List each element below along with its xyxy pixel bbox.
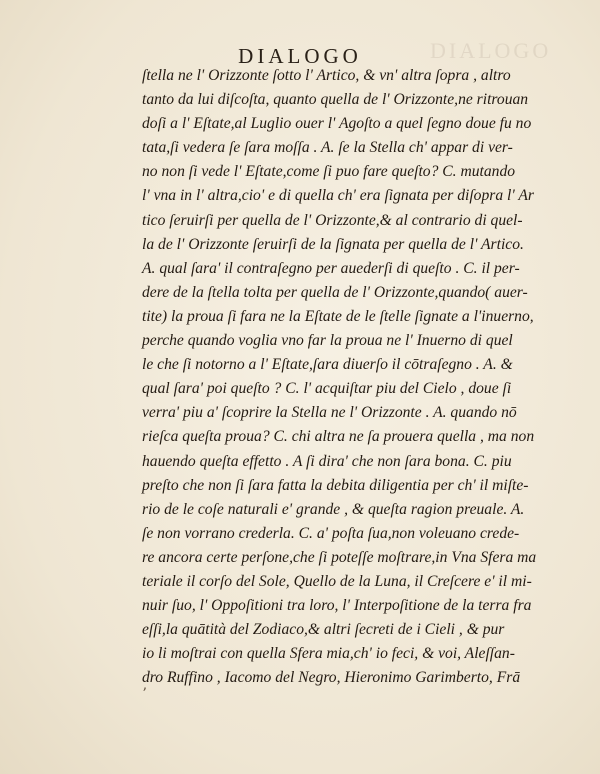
text-line: dere de la ſtella tolta per quella de l' Orizzonte,quando( auer- <box>142 283 528 301</box>
text-line: ſtella ne l' Orizzonte ſotto l' Artico, & vn' altra ſopra , altro <box>142 67 511 84</box>
text-line: preſto che non ſi ſara fatta la debita diligentia per ch' il miſte- <box>142 476 529 494</box>
text-line: le che ſi notorno a l' Eſtate,ſara diuerſo il cōtraſegno . A. & <box>142 356 513 374</box>
text-line: hauendo queſta effetto . A ſi dira' che non ſara bona. C. piu <box>142 452 512 470</box>
text-line: rieſca queſta proua? C. chi altra ne ſa prouera quella , ma non <box>142 428 535 446</box>
text-line: qual ſara' poi queſto ? C. l' acquiſtar piu del Cielo , doue ſi <box>142 380 512 398</box>
margin-mark: ʼ <box>142 686 147 702</box>
bleed-through-text: DIALOGO <box>430 38 552 63</box>
page-heading: DIALOGO <box>238 44 362 68</box>
text-line: no non ſi vede l' Eſtate,come ſi puo fare queſto? C. mutando <box>142 163 516 181</box>
text-line: A. qual ſara' il contraſegno per auederſi di queſto . C. il per- <box>142 259 520 277</box>
text-line: tata,ſi vedera ſe ſara moſſa . A. ſe la Stella ch' appar di ver- <box>142 139 513 157</box>
text-line: ſe non vorrano crederla. C. a' poſta ſua,non voleuano crede- <box>142 524 520 542</box>
text-line: eſſi,la quātità del Zodiaco,& altri ſecreti de i Cieli , & pur <box>142 621 505 639</box>
text-line: verra' piu a' ſcoprire la Stella ne l' Orizzonte . A. quando nō <box>142 404 517 422</box>
text-line: tanto da lui diſcoſta, quanto quella de l' Orizzonte,ne ritrouan <box>142 91 529 109</box>
text-line: la de l' Orizzonte ſeruirſi de la ſignata per quella de l' Artico. <box>142 235 524 253</box>
text-line: teriale il corſo del Sole, Quello de la Luna, il Creſcere e' il mi- <box>142 572 532 590</box>
text-line: tico ſeruirſi per quella de l' Orizzonte,& al contrario di quel- <box>142 211 523 229</box>
text-line: doſi a l' Eſtate,al Luglio ouer l' Agoſto a quel ſegno doue fu no <box>142 115 532 133</box>
body-text <box>142 64 550 690</box>
text-line: l' vna in l' altra,cio' e di quella ch' era ſignata per diſopra l' Ar <box>142 187 534 205</box>
text-line: re ancora certe perſone,che ſi poteſſe moſtrare,in Vna Sfera ma <box>142 548 537 566</box>
text-line: nuir ſuo, l' Oppoſitioni tra loro, l' Interpoſitione de la terra fra <box>142 597 532 615</box>
text-line: perche quando voglia vno far la proua ne l' Inuerno di quel <box>142 332 513 350</box>
text-line: rio de le coſe naturali e' grande , & queſta ragion preuale. A. <box>142 500 525 518</box>
text-line: dro Ruffino , Iacomo del Negro, Hieronimo Garimberto, Frā <box>142 669 521 687</box>
text-line: tite) la proua ſi fara ne la Eſtate de le ſtelle ſignate a l'inuerno, <box>142 307 534 325</box>
text-line: io li moſtrai con quella Sfera mia,ch' io feci, & voi, Aleſſan- <box>142 645 515 663</box>
